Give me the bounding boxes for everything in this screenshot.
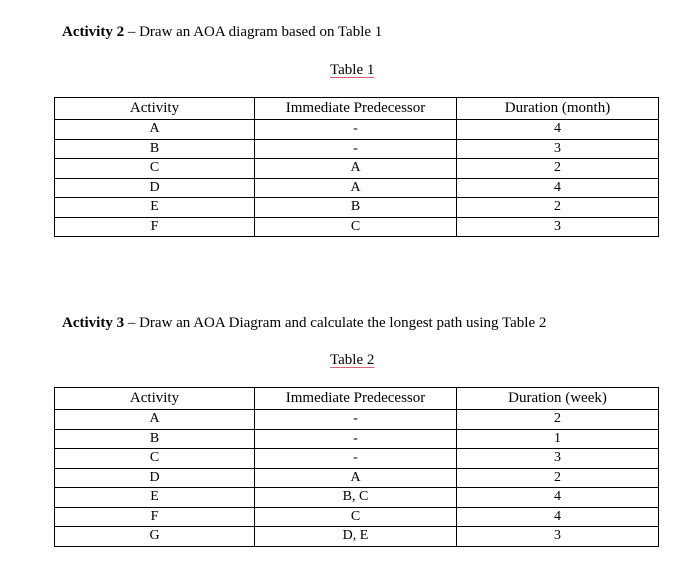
table-row (55, 468, 659, 488)
table-row (55, 178, 659, 198)
table-2-caption: Table 2 (330, 352, 375, 368)
column-header-duration: Duration (month) (457, 98, 659, 120)
table-2 (54, 387, 659, 547)
predecessor-cell: - (255, 410, 457, 430)
duration-cell: 3 (457, 527, 659, 547)
predecessor-cell: - (255, 429, 457, 449)
activity-cell: D (55, 178, 255, 198)
activity-cell: E (55, 488, 255, 508)
table-row (55, 159, 659, 179)
activity-cell: C (55, 449, 255, 469)
duration-cell: 1 (457, 429, 659, 449)
table-1-caption: Table 1 (330, 62, 375, 78)
duration-cell: 2 (457, 468, 659, 488)
predecessor-cell: C (255, 217, 457, 237)
activity-cell: B (55, 429, 255, 449)
activity-3-heading (62, 315, 546, 332)
predecessor-cell: A (255, 159, 457, 179)
duration-cell: 4 (457, 507, 659, 527)
column-header-activity: Activity (55, 388, 255, 410)
duration-cell: 3 (457, 217, 659, 237)
column-header-activity: Activity (55, 98, 255, 120)
predecessor-cell: D, E (255, 527, 457, 547)
table-header-row (55, 98, 659, 120)
predecessor-cell: - (255, 139, 457, 159)
activity-cell: F (55, 507, 255, 527)
duration-cell: 4 (457, 120, 659, 140)
table-row (55, 507, 659, 527)
duration-cell: 2 (457, 410, 659, 430)
table-row (55, 449, 659, 469)
table-row (55, 410, 659, 430)
activity-2-heading (62, 24, 382, 41)
duration-cell: 4 (457, 178, 659, 198)
activity-cell: A (55, 410, 255, 430)
predecessor-cell: B (255, 198, 457, 218)
column-header-predecessor: Immediate Predecessor (255, 98, 457, 120)
activity-cell: C (55, 159, 255, 179)
table-row (55, 120, 659, 140)
predecessor-cell: A (255, 468, 457, 488)
activity-cell: D (55, 468, 255, 488)
table-row (55, 217, 659, 237)
activity-cell: G (55, 527, 255, 547)
activity-cell: A (55, 120, 255, 140)
predecessor-cell: A (255, 178, 457, 198)
table-row (55, 488, 659, 508)
activity-cell: B (55, 139, 255, 159)
table-header-row (55, 388, 659, 410)
duration-cell: 2 (457, 159, 659, 179)
activity-3-instruction: – Draw an AOA Diagram and calculate the longest path using Table 2 (124, 315, 547, 331)
column-header-predecessor: Immediate Predecessor (255, 388, 457, 410)
activity-2-instruction: – Draw an AOA diagram based on Table 1 (124, 24, 383, 40)
predecessor-cell: C (255, 507, 457, 527)
activity-3-label: Activity 3 (62, 315, 125, 331)
duration-cell: 4 (457, 488, 659, 508)
duration-cell: 2 (457, 198, 659, 218)
table-row (55, 429, 659, 449)
predecessor-cell: - (255, 120, 457, 140)
predecessor-cell: - (255, 449, 457, 469)
activity-cell: F (55, 217, 255, 237)
table-row (55, 198, 659, 218)
predecessor-cell: B, C (255, 488, 457, 508)
column-header-duration: Duration (week) (457, 388, 659, 410)
table-row (55, 139, 659, 159)
duration-cell: 3 (457, 449, 659, 469)
activity-cell: E (55, 198, 255, 218)
activity-2-label: Activity 2 (62, 24, 125, 40)
duration-cell: 3 (457, 139, 659, 159)
table-row (55, 527, 659, 547)
table-1 (54, 97, 659, 237)
